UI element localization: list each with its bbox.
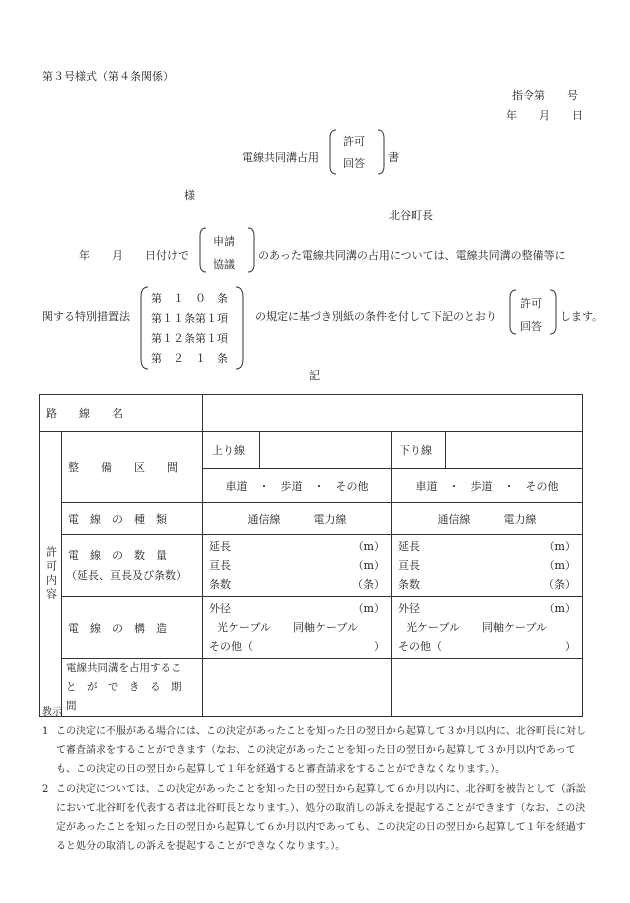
route-name-label: 路 線 名 <box>40 395 203 432</box>
body-line2-end: します。 <box>560 310 604 323</box>
down-line-label: 下り線 <box>392 432 446 469</box>
law-article-1: 第 １ ０ 条 <box>151 292 228 305</box>
law-article-4: 第 ２ １ 条 <box>151 352 228 365</box>
up-line-label: 上り線 <box>203 432 260 469</box>
law-article-3: 第１２条第１項 <box>151 332 228 345</box>
down-wire-qty: 延長 （m） 亘長 （m） 条数 （条） <box>392 535 583 597</box>
permit-table <box>39 394 583 717</box>
body-line2-mid: の規定に基づき別紙の条件を付して下記のとおり <box>255 310 497 323</box>
title-option-permit: 許可 <box>343 135 365 148</box>
period-label: 電線共同溝を占用するこ と が で き る 期 間 <box>62 659 203 717</box>
up-period-value <box>203 659 392 717</box>
law-article-2: 第１１条第１項 <box>151 312 228 325</box>
body-option-apply: 申請 <box>213 235 235 248</box>
body-option-answer: 回答 <box>520 320 542 333</box>
permit-content-label: 許可内容 <box>40 432 62 717</box>
title-option-answer: 回答 <box>343 157 365 170</box>
wire-type-label: 電 線 の 種 類 <box>62 503 203 535</box>
down-period-value <box>392 659 583 717</box>
note-2: 2 この決定については、この決定があったことを知った日の翌日から起算して６か月以内に、北谷町を被告として（訴訟において北谷町を代表する者は北谷町長となります。）、処分の取消しの訴えを提起することができます（なお、この決定があったことを知った日の翌日から起算して６か月以内であっても、この決定の日の翌日から起算して１年を経過すると処分の取消しの訴えを提起することができなくなります。）。 <box>42 784 586 852</box>
ki-heading: 記 <box>309 369 320 382</box>
body-line1-rest: のあった電線共同溝の占用については、電線共同溝の整備等に <box>258 249 566 262</box>
body-option-permit: 許可 <box>520 297 542 310</box>
down-line-value <box>446 432 583 469</box>
down-road-types: 車道 ・ 歩道 ・ その他 <box>392 469 583 503</box>
up-line-value <box>260 432 392 469</box>
wire-qty-label: 電 線 の 数 量 （延長、亘長及び条数） <box>62 535 203 597</box>
down-wire-options: 通信線 電力線 <box>392 503 583 535</box>
notes-title: 教示 <box>42 707 62 718</box>
command-number: 指令第 号 <box>512 89 578 102</box>
title-prefix: 電線共同溝占用 <box>242 151 319 164</box>
body-option-consult: 協議 <box>213 258 235 271</box>
note-1: 1 この決定に不服がある場合には、この決定があったことを知った日の翌日から起算して３か月以内に、北谷町長に対して審査請求をすることができます（なお、この決定があったことを知った日の翌日から起算して３か月以内であっても、この決定の日の翌日から起算して１年を経過すると審査請求をすることができなくなります。）。 <box>42 726 586 775</box>
section-label: 整 備 区 間 <box>62 432 203 503</box>
up-structure: 外径 （m） 光ケーブル 同軸ケーブル その他（ ） <box>203 597 392 659</box>
body-line2-start: 関する特別措置法 <box>42 310 130 323</box>
issuer: 北谷町長 <box>389 209 433 222</box>
down-structure: 外径 （m） 光ケーブル 同軸ケーブル その他（ ） <box>392 597 583 659</box>
title-suffix: 書 <box>388 151 399 164</box>
route-name-value <box>203 395 583 432</box>
up-wire-options: 通信線 電力線 <box>203 503 392 535</box>
date-line: 年 月 日 <box>506 109 583 122</box>
addressee: 様 <box>184 189 195 202</box>
structure-label: 電 線 の 構 造 <box>62 597 203 659</box>
up-road-types: 車道 ・ 歩道 ・ その他 <box>203 469 392 503</box>
body-date: 年 月 日付けで <box>79 249 189 262</box>
up-wire-qty: 延長 （m） 亘長 （m） 条数 （条） <box>203 535 392 597</box>
form-number: 第３号様式（第４条関係） <box>42 70 174 83</box>
